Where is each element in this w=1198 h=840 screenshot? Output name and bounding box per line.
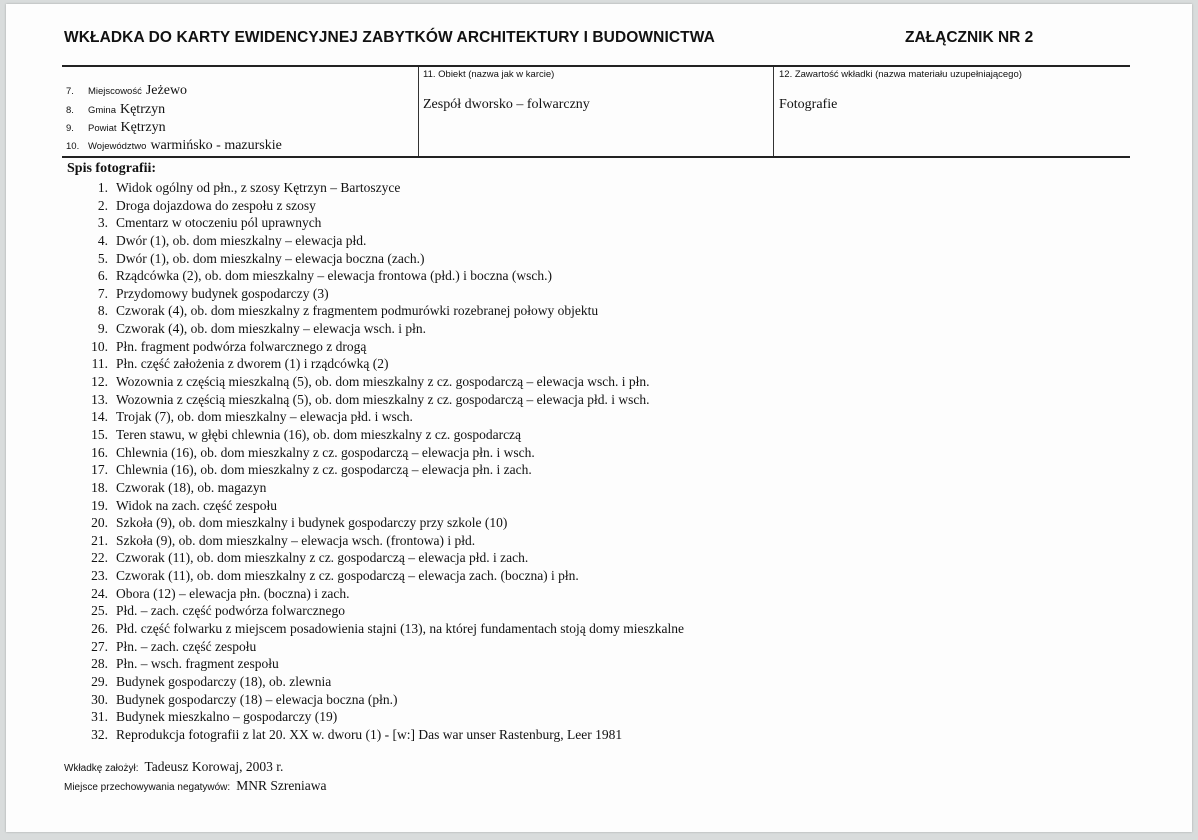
author-label: Wkładkę założył: (64, 763, 139, 774)
list-item-number: 16. (91, 444, 108, 460)
list-item-text: Teren stawu, w głębi chlewnia (16), ob. dom mieszkalny z cz. gospodarczą (116, 426, 522, 442)
list-item (86, 444, 684, 462)
footer-author (64, 759, 283, 775)
list-item-text: Płn. – wsch. fragment zespołu (116, 656, 279, 672)
storage-label: Miejsce przechowywania negatywów: (64, 782, 231, 793)
list-item-number: 13. (91, 391, 108, 407)
list-item-number: 29. (91, 673, 108, 689)
list-item-number: 22. (91, 550, 108, 566)
object-value: Zespół dworsko – folwarczny (423, 97, 590, 112)
list-item-text: Płn. część założenia z dworem (1) i rządcówką (2) (116, 356, 389, 372)
list-item-number: 5. (97, 250, 108, 266)
list-item (86, 285, 684, 303)
storage-value: MNR Szreniawa (236, 778, 327, 793)
list-item (86, 638, 684, 656)
list-item (86, 197, 684, 215)
list-item-number: 4. (97, 232, 108, 248)
field-value: Kętrzyn (120, 120, 166, 135)
list-item-text: Budynek gospodarczy (18), ob. zlewnia (116, 673, 332, 689)
list-item-number: 18. (91, 479, 108, 495)
field-voivodeship (66, 138, 282, 154)
list-item-number: 27. (91, 638, 108, 654)
list-item-number: 8. (97, 303, 108, 319)
content-label: 12. Zawartość wkładki (nazwa materiału uzupełniającego) (779, 69, 1022, 80)
content-value: Fotografie (779, 97, 838, 112)
footer-storage (64, 778, 327, 794)
list-item (86, 726, 684, 744)
field-label: Miejscowość (88, 86, 142, 97)
field-label: Województwo (88, 141, 147, 152)
list-item-number: 15. (91, 426, 108, 442)
field-district (66, 120, 166, 136)
list-item-text: Reprodukcja fotografii z lat 20. XX w. dworu (1) - [w:] Das war unser Rastenburg, Leer 1981 (116, 726, 623, 742)
list-item-number: 19. (91, 497, 108, 513)
list-item (86, 585, 684, 603)
list-item-number: 24. (91, 585, 108, 601)
field-label: Powiat (88, 123, 117, 134)
column-divider (773, 67, 774, 156)
list-item-number: 14. (91, 409, 108, 425)
list-item (86, 391, 684, 409)
photo-list (86, 179, 684, 744)
field-label: Gmina (88, 105, 116, 116)
list-item (86, 691, 684, 709)
list-item (86, 514, 684, 532)
list-item-number: 11. (91, 356, 108, 372)
list-item-number: 20. (91, 515, 108, 531)
list-item-number: 3. (97, 215, 108, 231)
list-item-text: Szkoła (9), ob. dom mieszkalny i budynek gospodarczy przy szkole (10) (116, 515, 508, 531)
list-item-number: 25. (91, 603, 108, 619)
list-item-text: Wozownia z częścią mieszkalną (5), ob. dom mieszkalny z cz. gospodarczą – elewacja wsch. i płn. (116, 374, 650, 390)
list-item-text: Czworak (18), ob. magazyn (116, 479, 267, 495)
list-item-number: 31. (91, 709, 108, 725)
list-item-number: 10. (91, 338, 108, 354)
list-item (86, 479, 684, 497)
list-item-text: Czworak (11), ob. dom mieszkalny z cz. gospodarczą – elewacja zach. (boczna) i płn. (116, 568, 579, 584)
list-item (86, 250, 684, 268)
document-title: WKŁADKA DO KARTY EWIDENCYJNEJ ZABYTKÓW ARCHITEKTURY I BUDOWNICTWA (64, 29, 715, 46)
list-item (86, 532, 684, 550)
list-item-number: 26. (91, 621, 108, 637)
field-number: 9. (66, 123, 74, 134)
list-item-number: 32. (91, 726, 108, 742)
field-locality (66, 83, 187, 99)
field-value: Kętrzyn (119, 102, 166, 117)
list-item-text: Płn. fragment podwórza folwarcznego z drogą (116, 338, 367, 354)
metadata-table (62, 65, 1130, 158)
list-item-number: 7. (97, 285, 108, 301)
list-item (86, 708, 684, 726)
list-item-text: Czworak (4), ob. dom mieszkalny z fragmentem podmurówki rozebranej połowy objektu (116, 303, 599, 319)
list-item-text: Płd. – zach. część podwórza folwarcznego (116, 603, 346, 619)
field-number: 7. (66, 86, 74, 97)
list-item-number: 21. (91, 532, 108, 548)
author-value: Tadeusz Korowaj, 2003 r. (144, 759, 284, 774)
list-item (86, 179, 684, 197)
list-item (86, 408, 684, 426)
list-item (86, 302, 684, 320)
field-number: 8. (66, 105, 74, 116)
list-item (86, 320, 684, 338)
list-item (86, 267, 684, 285)
list-item-text: Obora (12) – elewacja płn. (boczna) i zach. (116, 585, 350, 601)
list-item (86, 673, 684, 691)
list-item (86, 549, 684, 567)
list-item-text: Budynek gospodarczy (18) – elewacja boczna (płn.) (116, 691, 398, 707)
list-item-number: 1. (97, 180, 108, 195)
list-item-text: Chlewnia (16), ob. dom mieszkalny z cz. gospodarczą – elewacja płn. i zach. (116, 462, 532, 478)
list-item-number: 2. (97, 197, 108, 213)
list-item-number: 28. (91, 656, 108, 672)
list-item-text: Budynek mieszkalno – gospodarczy (19) (116, 709, 338, 725)
field-commune (66, 102, 165, 118)
list-item-text: Dwór (1), ob. dom mieszkalny – elewacja płd. (116, 232, 367, 248)
list-item (86, 355, 684, 373)
list-item-text: Wozownia z częścią mieszkalną (5), ob. dom mieszkalny z cz. gospodarczą – elewacja płd. i wsch. (116, 391, 650, 407)
list-item-text: Widok na zach. część zespołu (116, 497, 278, 513)
list-item (86, 461, 684, 479)
list-item-text: Czworak (4), ob. dom mieszkalny – elewacja wsch. i płn. (116, 321, 427, 337)
list-item (86, 567, 684, 585)
document-sheet (6, 4, 1192, 832)
list-item (86, 338, 684, 356)
object-label: 11. Obiekt (nazwa jak w karcie) (423, 69, 555, 80)
list-item-text: Rządcówka (2), ob. dom mieszkalny – elewacja frontowa (płd.) i boczna (wsch.) (116, 268, 552, 284)
list-item (86, 497, 684, 515)
list-item (86, 426, 684, 444)
list-item-number: 17. (91, 462, 108, 478)
list-item-number: 30. (91, 691, 108, 707)
list-item (86, 602, 684, 620)
attachment-number: ZAŁĄCZNIK NR 2 (905, 29, 1034, 46)
list-item-text: Płd. część folwarku z miejscem posadowienia stajni (13), na której fundamentach stoją domy mieszkalne (116, 621, 684, 637)
list-item-number: 9. (97, 321, 108, 337)
list-item-text: Dwór (1), ob. dom mieszkalny – elewacja boczna (zach.) (116, 250, 425, 266)
list-item-text: Płn. – zach. część zespołu (116, 638, 257, 654)
field-value: warmińsko - mazurskie (150, 138, 282, 153)
list-item-text: Widok ogólny od płn., z szosy Kętrzyn – Bartoszyce (116, 180, 401, 195)
list-item (86, 214, 684, 232)
column-divider (418, 67, 419, 156)
list-item (86, 373, 684, 391)
list-item-text: Przydomowy budynek gospodarczy (3) (116, 285, 329, 301)
list-item-text: Cmentarz w otoczeniu pól uprawnych (116, 215, 322, 231)
list-item-number: 12. (91, 374, 108, 390)
list-item-number: 23. (91, 568, 108, 584)
list-item (86, 655, 684, 673)
field-value: Jeżewo (145, 83, 188, 98)
photo-list-heading: Spis fotografii: (67, 161, 157, 176)
list-item (86, 620, 684, 638)
list-item-text: Trojak (7), ob. dom mieszkalny – elewacja płd. i wsch. (116, 409, 413, 425)
list-item-number: 6. (97, 268, 108, 284)
field-number: 10. (66, 141, 80, 152)
list-item-text: Szkoła (9), ob. dom mieszkalny – elewacja wsch. (frontowa) i płd. (116, 532, 476, 548)
list-item-text: Czworak (11), ob. dom mieszkalny z cz. gospodarczą – elewacja płd. i zach. (116, 550, 529, 566)
list-item-text: Chlewnia (16), ob. dom mieszkalny z cz. gospodarczą – elewacja płn. i wsch. (116, 444, 535, 460)
list-item-text: Droga dojazdowa do zespołu z szosy (116, 197, 316, 213)
list-item (86, 232, 684, 250)
